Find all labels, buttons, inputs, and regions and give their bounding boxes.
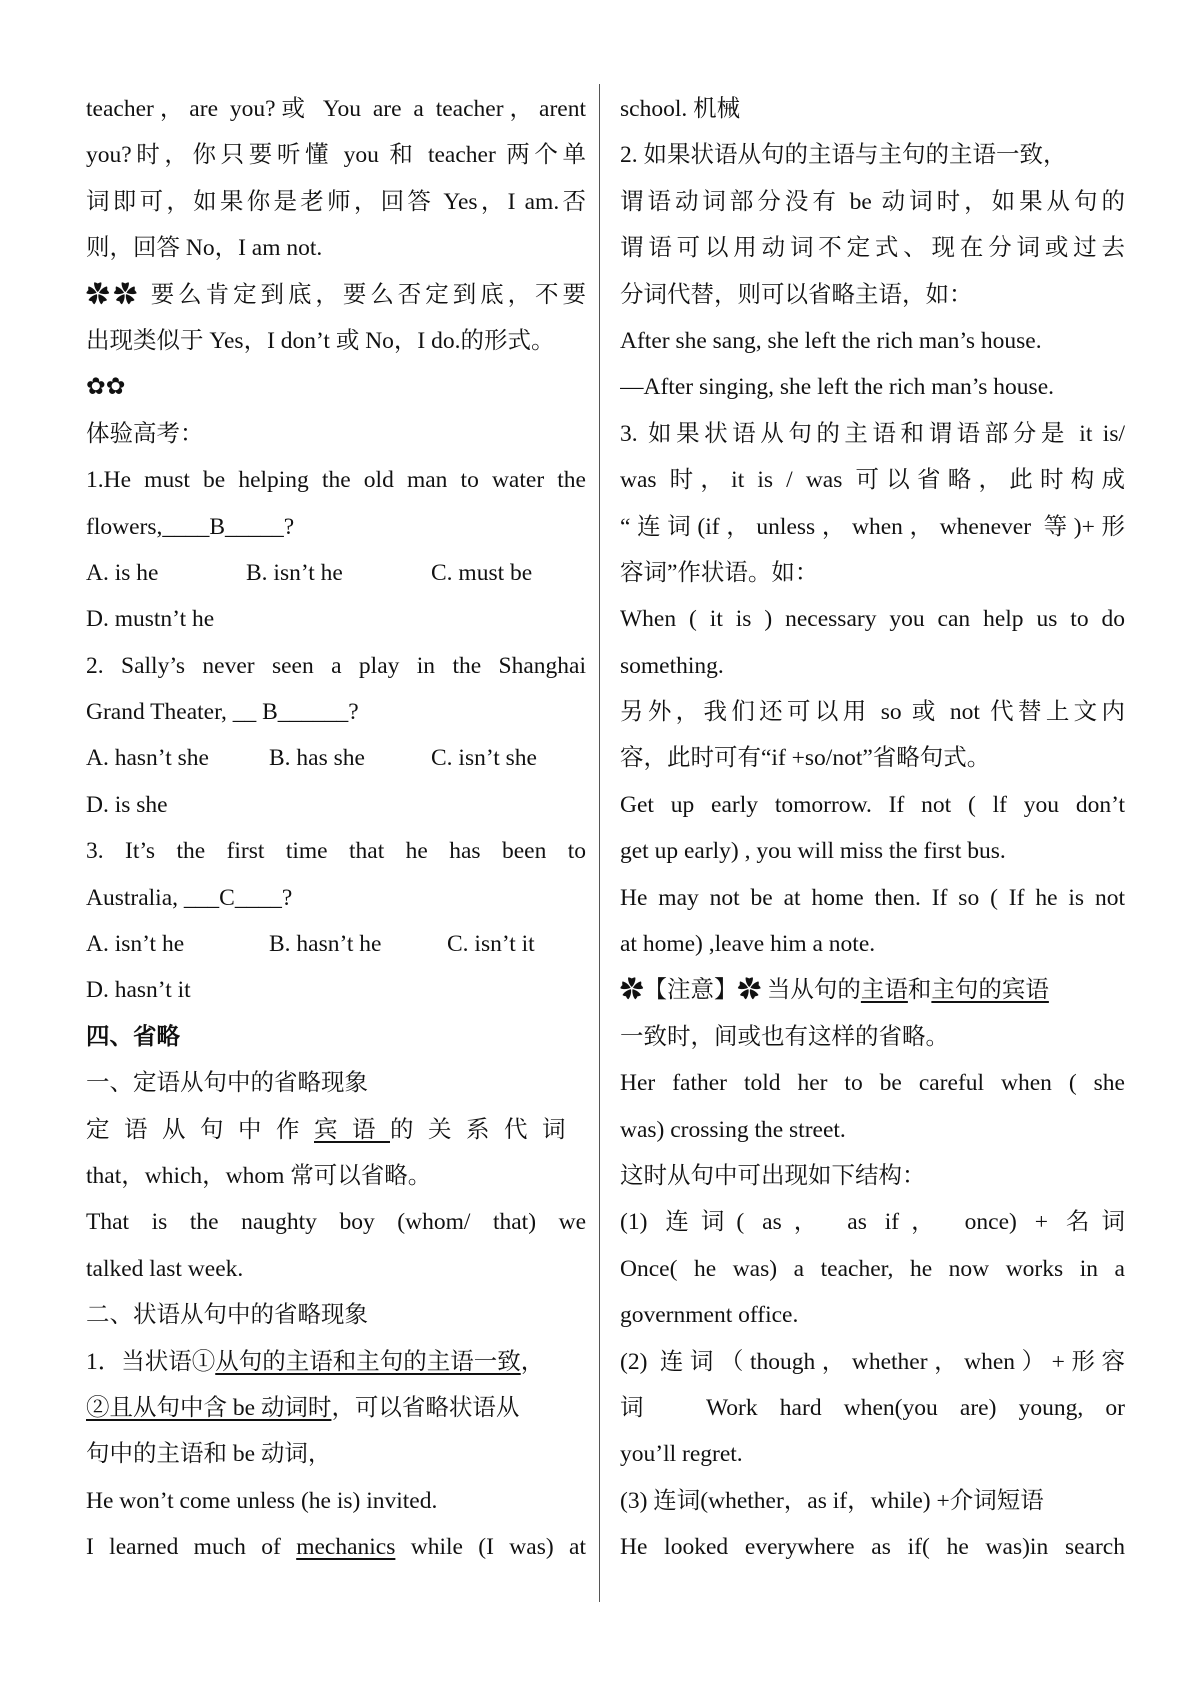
- option-b: B. isn’t he: [246, 559, 343, 586]
- text-line: 谓语可以用动词不定式、现在分词或过去: [620, 235, 1125, 262]
- example-sentence: When ( it is ) necessary you can help us to do: [620, 606, 1125, 633]
- text-segment: 的关系代词: [390, 1116, 580, 1143]
- option-b: B. has she: [269, 745, 365, 772]
- text-line: you?时，你只要听懂 you 和 teacher 两个单: [86, 142, 586, 169]
- question-3-blank: Australia, ___C____?: [86, 884, 293, 911]
- structure-item: (3) 连词(whether，as if，while) +介词短语: [620, 1487, 1044, 1514]
- note-line: [620, 967, 1125, 1013]
- section-title: 四、省略: [86, 1023, 180, 1050]
- text-line: 词即可，如果你是老师，回答 Yes，I am.否: [86, 188, 586, 215]
- exam-heading: 体验高考：: [86, 420, 204, 447]
- text-line: 则，回答 No，I am not.: [86, 235, 323, 262]
- example-sentence: That is the naughty boy (whom/ that) we: [86, 1209, 586, 1236]
- underlined-term: 宾语: [314, 1116, 390, 1143]
- column-divider: [599, 84, 600, 1602]
- question-2-blank: Grand Theater, __ B______?: [86, 699, 359, 726]
- left-column: [86, 86, 586, 1571]
- text-segment: 词: [620, 1394, 644, 1421]
- text-line: was 时，it is / was 可以省略，此时构成: [620, 467, 1125, 494]
- text-line: 分词代替，则可以省略主语，如：: [620, 281, 973, 308]
- example-sentence: was) crossing the street.: [620, 1116, 846, 1143]
- text-line: 容，此时可有“if +so/not”省略句式。: [620, 745, 991, 772]
- example-sentence: He won’t come unless (he is) invited.: [86, 1487, 438, 1514]
- option-d: D. mustn’t he: [86, 606, 215, 633]
- example-sentence: Her father told her to be careful when ( she: [620, 1070, 1125, 1097]
- question-1: 1.He must be helping the old man to water the: [86, 467, 586, 494]
- option-d: D. is she: [86, 791, 168, 818]
- example-sentence: talked last week.: [86, 1255, 244, 1282]
- text-line: [86, 1107, 586, 1153]
- text-line: [86, 1339, 586, 1385]
- text-segment: 和: [907, 977, 932, 1004]
- example-sentence: Once( he was) a teacher, he now works in a: [620, 1255, 1125, 1282]
- option-a: A. isn’t he: [86, 931, 185, 958]
- example-sentence: get up early) , you will miss the first bus.: [620, 838, 1006, 865]
- text-line: teacher，are you?或 You are a teacher，arent: [86, 96, 586, 122]
- example-sentence: He may not be at home then. If so ( If he is not: [620, 884, 1125, 911]
- example-sentence: Work hard when(you are) young, or: [706, 1394, 1125, 1421]
- example-sentence: at home) ,leave him a note.: [620, 931, 876, 958]
- text-line: school. 机械: [620, 96, 741, 122]
- text-segment: I learned much of: [86, 1534, 297, 1561]
- text-line: [620, 1385, 1125, 1431]
- example-sentence: you’ll regret.: [620, 1441, 743, 1468]
- underlined-term: ②且从句中含 be 动词时: [86, 1394, 332, 1421]
- underlined-term: 主语: [860, 977, 908, 1004]
- underlined-term: 从句的主语和主句的主语一致: [215, 1348, 521, 1375]
- option-b: B. hasn’t he: [269, 931, 382, 958]
- option-a: A. is he: [86, 559, 159, 586]
- text-line: ✿✿ 要么肯定到底，要么否定到底，不要: [86, 281, 586, 308]
- example-sentence: something.: [620, 652, 724, 679]
- text-line: that，which，whom 常可以省略。: [86, 1162, 432, 1189]
- text-segment: 定语从句中作: [86, 1116, 314, 1143]
- example-sentence: [86, 1524, 586, 1570]
- question-1-options: [86, 550, 586, 596]
- example-sentence: Get up early tomorrow. If not ( lf you don’t: [620, 791, 1125, 818]
- question-3-options: [86, 921, 586, 967]
- text-line: [86, 1385, 586, 1431]
- text-line: 谓语动词部分没有 be 动词时，如果从句的: [620, 188, 1125, 215]
- example-sentence: government office.: [620, 1302, 799, 1329]
- text-segment: while (I was) at: [395, 1534, 586, 1561]
- text-segment: ，可以省略状语从: [331, 1394, 520, 1421]
- question-2-options: [86, 735, 586, 781]
- text-segment: ✿【注意】✿ 当从句的: [620, 977, 861, 1004]
- example-sentence: He looked everywhere as if( he was)in search: [620, 1534, 1125, 1561]
- underlined-term: 主句的宾语: [931, 977, 1049, 1004]
- text-line: 出现类似于 Yes，I don’t 或 No，I do.的形式。: [86, 327, 555, 354]
- text-line: 2. 如果状语从句的主语与主句的主语一致，: [620, 142, 1067, 169]
- text-line: “连词(if，unless，when，whenever 等)+形: [620, 513, 1125, 540]
- text-line: 另外，我们还可以用 so 或 not 代替上文内: [620, 699, 1125, 726]
- option-c: C. must be: [431, 559, 533, 586]
- text-line: 一致时，间或也有这样的省略。: [620, 1023, 949, 1050]
- option-a: A. hasn’t she: [86, 745, 209, 772]
- example-sentence: —After singing, she left the rich man’s house.: [620, 374, 1055, 401]
- question-1-blank: flowers,____B_____?: [86, 513, 295, 540]
- example-sentence: After she sang, she left the rich man’s house.: [620, 327, 1042, 354]
- structure-item: (1) 连词( as， as if， once) + 名词: [620, 1209, 1125, 1236]
- subsection-title: 二、状语从句中的省略现象: [86, 1302, 368, 1329]
- text-line: 句中的主语和 be 动词，: [86, 1441, 332, 1468]
- option-d: D. hasn’t it: [86, 977, 191, 1004]
- text-line: 容词”作状语。如：: [620, 559, 819, 586]
- text-segment: 1．当状语①: [86, 1348, 216, 1375]
- option-c: C. isn’t she: [431, 745, 537, 772]
- underlined-term: mechanics: [296, 1534, 396, 1561]
- question-2: 2. Sally’s never seen a play in the Shanghai: [86, 652, 586, 679]
- text-line: 这时从句中可出现如下结构：: [620, 1162, 926, 1189]
- text-segment: ，: [520, 1348, 545, 1375]
- right-column: [620, 86, 1125, 1571]
- subsection-title: 一、定语从句中的省略现象: [86, 1070, 368, 1097]
- option-c: C. isn’t it: [447, 931, 535, 958]
- structure-item: (2) 连词（though，whether，when）+形容: [620, 1348, 1125, 1375]
- text-line: 3. 如果状语从句的主语和谓语部分是 it is/: [620, 420, 1125, 447]
- flower-symbols: ✿✿: [86, 374, 126, 401]
- question-3: 3. It’s the first time that he has been to: [86, 838, 586, 865]
